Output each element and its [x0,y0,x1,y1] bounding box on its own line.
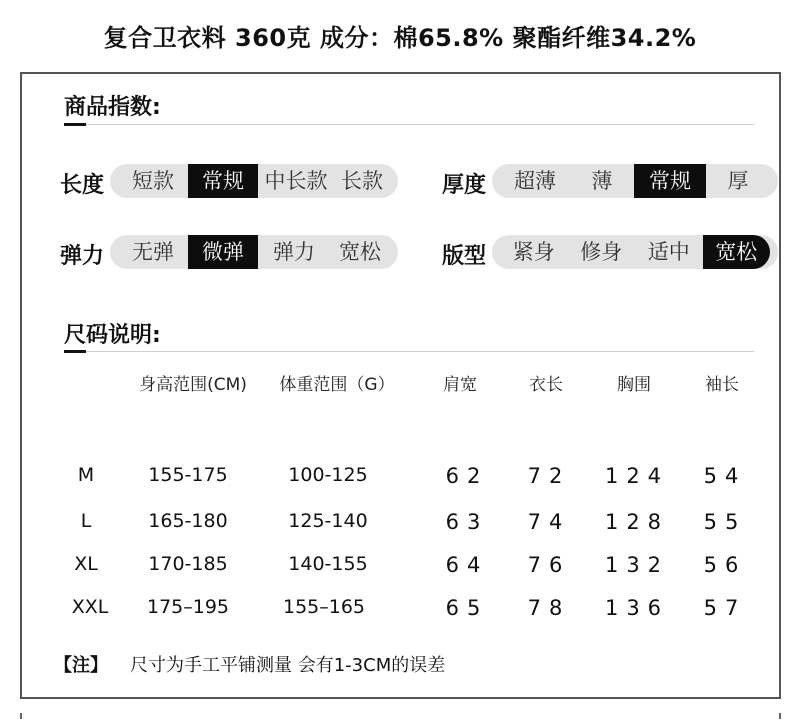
sleeve-cell: 55 [703,510,747,534]
elasticity-option-slight-selected: 微弹 [188,235,258,269]
weight-cell: 155–165 [282,596,366,618]
elasticity-option-stretch: 弹力 [273,240,315,264]
length-scale [110,164,398,198]
sleeve-cell: 57 [703,596,747,620]
length-cell: 72 [527,464,571,488]
fit-option-slim: 修身 [580,240,623,264]
height-cell: 165-180 [148,510,228,532]
table-row [0,553,760,583]
length-option-regular-selected: 常规 [188,164,258,198]
product-headline: 复合卫衣料 360克 成分：棉65.8% 聚酯纤维34.2% [103,24,697,52]
length-cell: 78 [527,596,571,620]
header-weight-range: 体重范围（G） [279,375,395,395]
thickness-option-thick: 厚 [727,169,749,193]
shoulder-cell: 65 [445,596,489,620]
shoulder-cell: 63 [445,510,489,534]
note-tag: 【注】 [54,655,108,676]
size-cell: L [80,510,92,532]
thickness-option-thin: 薄 [591,169,613,193]
weight-cell: 100-125 [288,464,368,486]
size-chart-rule-accent [64,350,86,353]
fit-option-regular: 适中 [647,240,690,264]
elasticity-scale [110,235,398,269]
fit-option-tight: 紧身 [512,240,555,264]
length-cell: 74 [527,510,571,534]
elasticity-option-loose: 宽松 [339,240,381,264]
length-option-long: 长款 [341,169,383,193]
fit-scale [492,235,778,269]
elasticity-option-none: 无弹 [132,240,174,264]
chest-cell: 124 [604,464,670,488]
chest-cell: 132 [604,553,670,577]
length-option-mid-long: 中长款 [264,169,328,193]
thickness-option-ultra-thin: 超薄 [514,169,556,193]
thickness-label: 厚度 [442,173,487,198]
thickness-scale [492,164,778,198]
weight-cell: 140-155 [288,553,368,575]
length-label: 长度 [60,173,105,198]
header-sleeve: 袖长 [705,375,739,395]
header-shoulder: 肩宽 [443,375,477,395]
header-length: 衣长 [529,375,563,395]
frame-corner-tick-left [20,713,22,719]
shoulder-cell: 62 [445,464,489,488]
table-row [0,510,760,540]
sleeve-cell: 56 [703,553,747,577]
size-chart-title: 尺码说明: [64,323,161,348]
product-index-title: 商品指数: [64,95,161,120]
length-cell: 76 [527,553,571,577]
frame-corner-tick-right [779,713,781,719]
product-index-rule [64,124,754,125]
sleeve-cell: 54 [703,464,747,488]
elasticity-label: 弹力 [60,244,105,269]
size-cell: XL [74,553,98,575]
product-index-rule-accent [64,123,86,126]
header-chest: 胸围 [617,375,651,395]
height-cell: 170-185 [148,553,228,575]
weight-cell: 125-140 [288,510,368,532]
length-option-short: 短款 [132,169,174,193]
note-text: 尺寸为手工平铺测量 会有1-3CM的误差 [130,655,446,676]
fit-label: 版型 [442,244,487,269]
thickness-option-regular-selected: 常规 [634,164,706,198]
size-cell: M [77,464,95,486]
chest-cell: 128 [604,510,670,534]
fit-option-loose-selected: 宽松 [703,235,771,269]
header-height-range: 身高范围(CM) [139,375,247,395]
height-cell: 175–195 [146,596,230,618]
chest-cell: 136 [604,596,670,620]
size-chart-rule [64,351,754,352]
shoulder-cell: 64 [445,553,489,577]
height-cell: 155-175 [148,464,228,486]
table-row [0,464,760,494]
table-row [0,596,760,626]
size-cell: XXL [71,596,109,618]
